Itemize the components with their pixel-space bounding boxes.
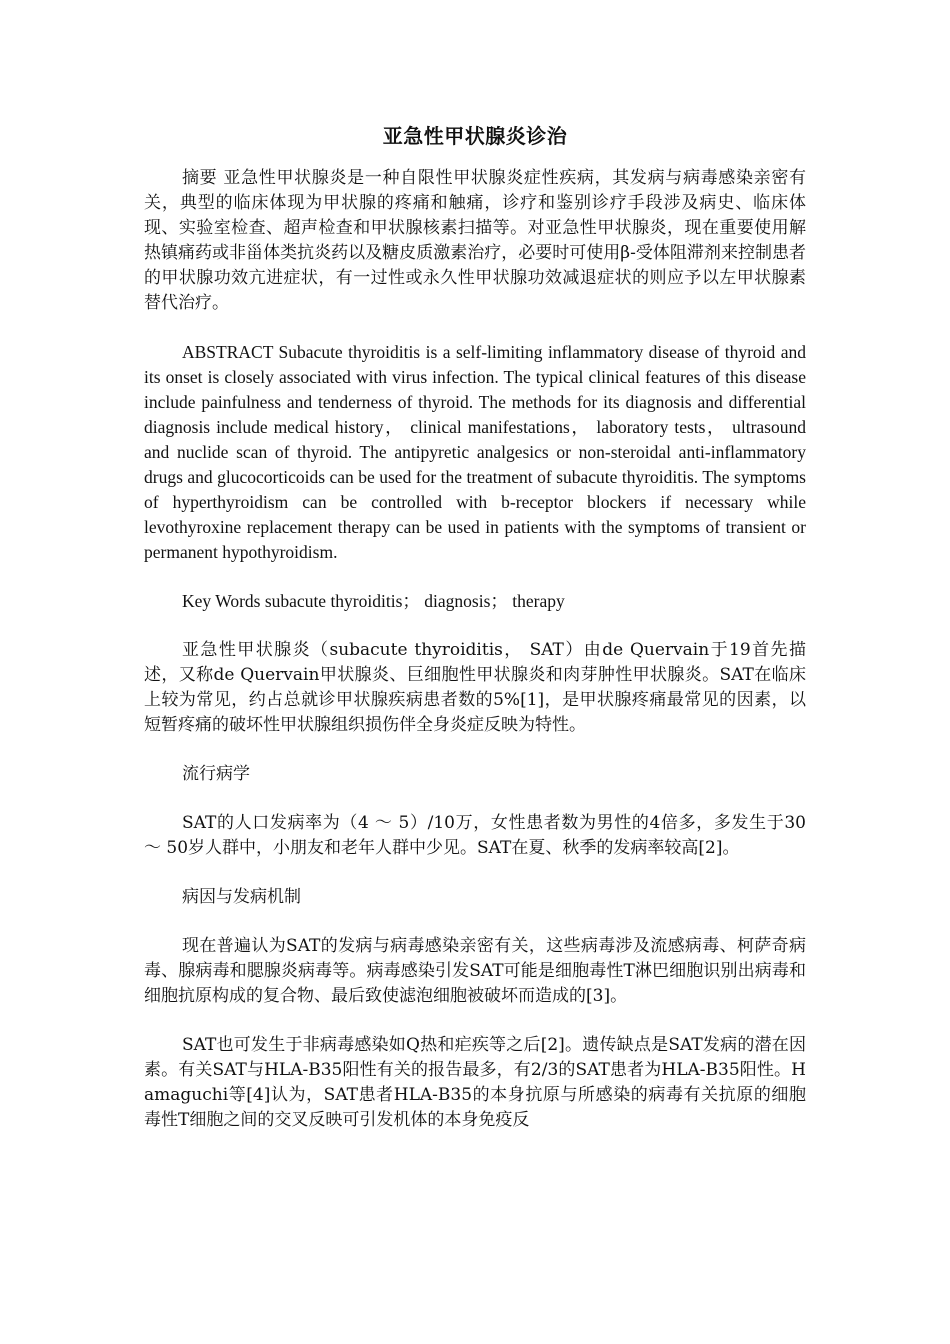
keywords: Key Words subacute thyroiditis； diagnosis； therapy xyxy=(182,591,565,611)
spacer xyxy=(144,861,806,885)
etiology-paragraph-2: SAT也可发生于非病毒感染如Q热和疟疾等之后[2]。遗传缺点是SAT发病的潜在因素。有关SAT与HLA-B35阳性有关的报告最多，有2/3的SAT患者为HLA-B35阳性。Hamaguchi等[4]认为，SAT患者HLA-B35的本身抗原与所感染的病毒有关抗原的细胞毒性T细胞之间的交叉反映可引发机体的本身免疫反 xyxy=(144,1035,806,1130)
spacer xyxy=(144,738,806,762)
epidemiology-paragraph: SAT的人口发病率为（4 ～ 5）/10万，女性患者数为男性的4倍多，多发生于30 ～ 50岁人群中，小朋友和老年人群中少见。SAT在夏、秋季的发病率较高[2]。 xyxy=(144,813,806,858)
spacer xyxy=(144,316,806,340)
spacer xyxy=(144,565,806,589)
document-title: 亚急性甲状腺炎诊治 xyxy=(382,124,568,148)
spacer xyxy=(144,1009,806,1033)
intro-paragraph: 亚急性甲状腺炎（subacute thyroiditis， SAT）由de Quervain于19首先描述，又称de Quervain甲状腺炎、巨细胞性甲状腺炎和肉芽肿性甲状腺炎。SAT在临床上较为常见，约占总就诊甲状腺疾病患者数的5%[1]，是甲状腺疼痛最常见的因素，以短暂疼痛的破坏性甲状腺组织损伤伴全身炎症反映为特性。 xyxy=(144,640,806,735)
section-heading-epidemiology: 流行病学 xyxy=(182,764,250,784)
document-body xyxy=(144,118,806,1133)
spacer xyxy=(144,787,806,811)
section-heading-etiology: 病因与发病机制 xyxy=(182,887,301,907)
etiology-paragraph-1: 现在普遍认为SAT的发病与病毒感染亲密有关，这些病毒涉及流感病毒、柯萨奇病毒、腺病毒和腮腺炎病毒等。病毒感染引发SAT可能是细胞毒性T淋巴细胞识别出病毒和细胞抗原构成的复合物、最后致使滤泡细胞被破坏而造成的[3]。 xyxy=(144,936,806,1006)
spacer xyxy=(144,910,806,934)
abstract-chinese: 摘要 亚急性甲状腺炎是一种自限性甲状腺炎症性疾病，其发病与病毒感染亲密有关，典型的临床体现为甲状腺的疼痛和触痛，诊疗和鉴别诊疗手段涉及病史、临床体现、实验室检查、超声检查和甲状腺核素扫描等。对亚急性甲状腺炎，现在重要使用解热镇痛药或非甾体类抗炎药以及糖皮质激素治疗，必要时可使用β-受体阻滞剂来控制患者的甲状腺功效亢进症状，有一过性或永久性甲状腺功效减退症状的则应予以左甲状腺素替代治疗。 xyxy=(144,168,806,313)
spacer xyxy=(144,614,806,638)
abstract-english: ABSTRACT Subacute thyroiditis is a self-limiting inflammatory disease of thyroid and its onset is closely associated with virus infection. The typical clinical features of this disease include painfulness and tenderness of thyroid. The methods for its diagnosis and differential diagnosis include medical history， clinical manifestations， laboratory tests， ultrasound and nuclide scan of thyroid. The antipyretic analgesics or non-steroidal anti-inflammatory drugs and glucocorticoids can be used for the treatment of subacute thyroiditis. The symptoms of hyperthyroidism can be controlled with b-receptor blockers if necessary while levothyroxine replacement therapy can be used in patients with the symptoms of transient or permanent hypothyroidism. xyxy=(144,342,806,562)
